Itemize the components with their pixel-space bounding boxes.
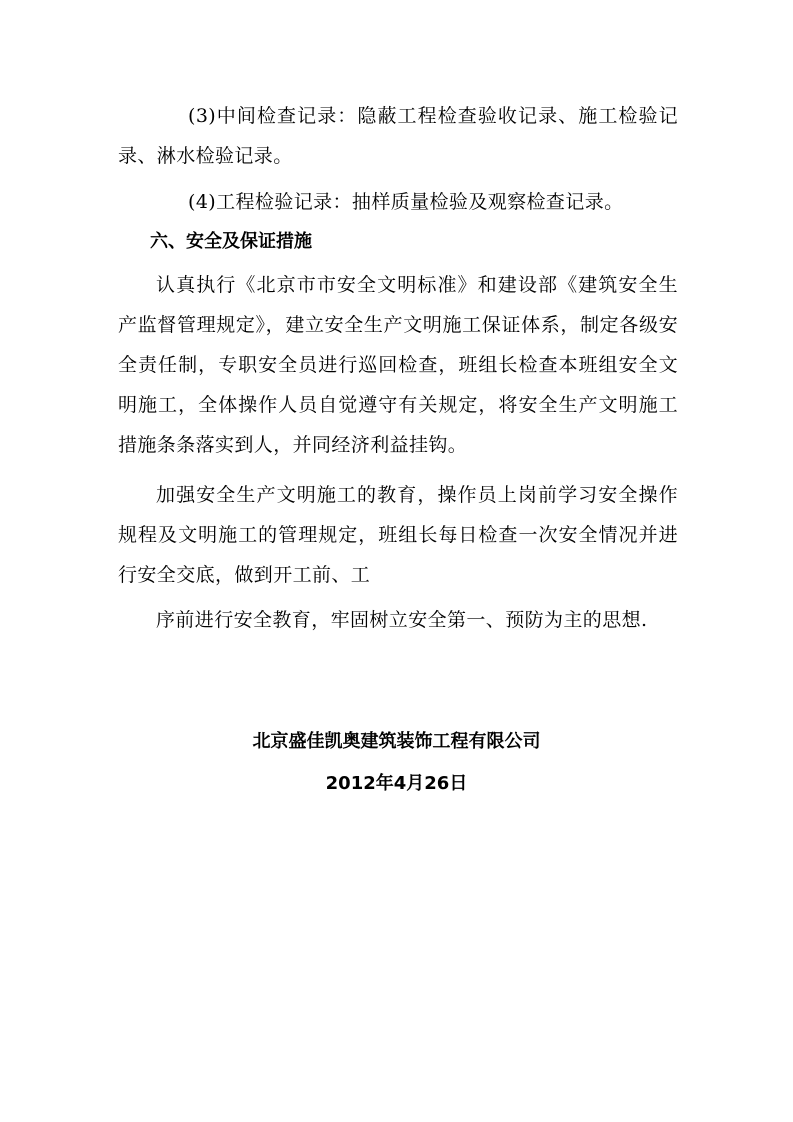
item-4-engineering-inspection: (4)工程检验记录：抽样质量检验及观察检查记录。 — [188, 191, 624, 213]
document-date: 2012年4月26日 — [325, 773, 468, 794]
item-3-intermediate-inspection: (3)中间检查记录：隐蔽工程检查验收记录、施工检验记录、淋水检验记录。 — [118, 105, 678, 167]
safety-paragraph-3: 序前进行安全教育，牢固树立安全第一、预防为主的思想. — [156, 609, 648, 631]
company-name: 北京盛佳凯奥建筑装饰工程有限公司 — [252, 731, 541, 752]
section-6-heading: 六、安全及保证措施 — [150, 231, 312, 252]
safety-paragraph-2: 加强安全生产文明施工的教育，操作员上岗前学习安全操作规程及文明施工的管理规定，班组长每日检查一次安全情况并进行安全交底，做到开工前、工 — [118, 484, 678, 586]
safety-paragraph-1: 认真执行《北京市市安全文明标准》和建设部《建筑安全生产监督管理规定》，建立安全生产文明施工保证体系，制定各级安全责任制，专职安全员进行巡回检查，班组长检查本班组安全文明施工，全体操作人员自觉遵守有关规定，将安全生产文明施工措施条条落实到人，并同经济利益挂钩。 — [118, 274, 678, 456]
